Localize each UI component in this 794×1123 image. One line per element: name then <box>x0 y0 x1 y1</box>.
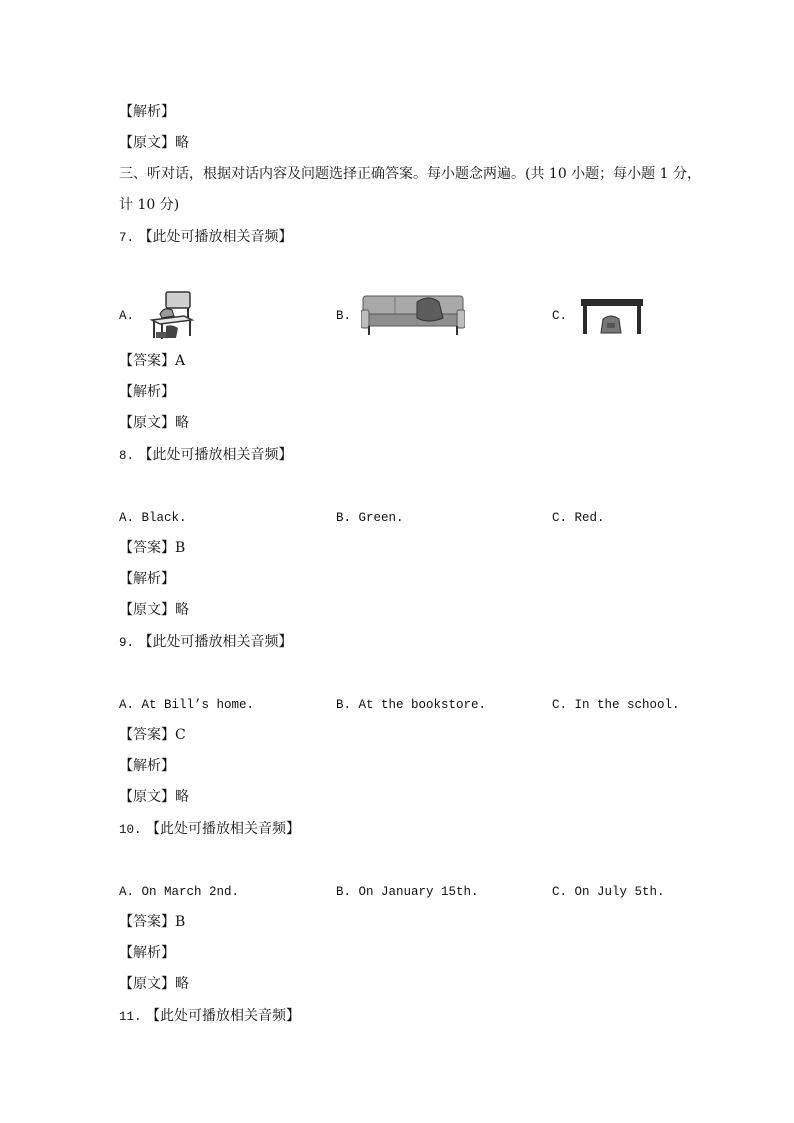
option-c[interactable] <box>552 882 665 902</box>
chair-with-bag-icon <box>146 290 196 340</box>
audio-prompt[interactable]: 【此处可播放相关音频】 <box>138 447 293 463</box>
option-a[interactable] <box>119 882 239 902</box>
question-number: 11. <box>119 1010 142 1024</box>
original-text-label: 【原文】略 <box>119 976 189 992</box>
original-text-label: 【原文】略 <box>119 602 189 618</box>
question-8-header <box>119 445 292 466</box>
option-text: In the school. <box>574 698 680 712</box>
analysis-label: 【解析】 <box>119 104 175 120</box>
option-text: On July 5th. <box>574 885 665 899</box>
option-text: On March 2nd. <box>141 885 240 899</box>
option-text: At Bill’s home. <box>141 698 255 712</box>
audio-prompt[interactable]: 【此处可播放相关音频】 <box>138 229 293 245</box>
audio-prompt[interactable]: 【此处可播放相关音频】 <box>145 821 300 837</box>
option-text: At the bookstore. <box>358 698 487 712</box>
option-letter: C. <box>552 511 568 525</box>
option-c[interactable] <box>552 695 680 715</box>
original-text-label: 【原文】略 <box>119 135 189 151</box>
analysis-label: 【解析】 <box>119 758 175 774</box>
original-text-label: 【原文】略 <box>119 415 189 431</box>
question-9-header <box>119 632 292 653</box>
question-10-header <box>119 819 300 840</box>
option-a[interactable] <box>119 508 187 528</box>
option-letter: B. <box>336 511 352 525</box>
analysis-label: 【解析】 <box>119 384 175 400</box>
answer: 【答案】B <box>119 914 186 930</box>
analysis-label: 【解析】 <box>119 571 175 587</box>
option-letter: A. <box>119 511 135 525</box>
option-letter: C. <box>552 698 568 712</box>
section-title-continued: 计 10 分) <box>119 197 180 213</box>
answer: 【答案】C <box>119 727 186 743</box>
question-11-header <box>119 1006 300 1027</box>
sofa-with-bag-icon <box>361 294 465 336</box>
option-text: Black. <box>141 511 187 525</box>
option-letter: A. <box>119 698 135 712</box>
section-title: 三、听对话，根据对话内容及问题选择正确答案。每小题念两遍。(共 10 小题；每小题 1 分， <box>119 166 701 182</box>
option-text: Red. <box>574 511 605 525</box>
table-with-bag-icon <box>581 297 643 335</box>
option-b[interactable] <box>336 695 486 715</box>
audio-prompt[interactable]: 【此处可播放相关音频】 <box>145 1008 300 1024</box>
option-text: On January 15th. <box>358 885 479 899</box>
analysis-label: 【解析】 <box>119 945 175 961</box>
option-c[interactable] <box>552 508 605 528</box>
question-number: 7. <box>119 231 135 245</box>
option-letter: B. <box>336 698 352 712</box>
option-a[interactable] <box>119 695 254 715</box>
question-7-header <box>119 227 292 248</box>
option-letter: A. <box>119 885 135 899</box>
question-number: 9. <box>119 636 135 650</box>
answer: 【答案】B <box>119 540 186 556</box>
answer: 【答案】A <box>119 353 186 369</box>
option-c-letter[interactable]: C. <box>552 309 568 323</box>
option-b-letter[interactable]: B. <box>336 309 352 323</box>
audio-prompt[interactable]: 【此处可播放相关音频】 <box>138 634 293 650</box>
option-text: Green. <box>358 511 404 525</box>
original-text-label: 【原文】略 <box>119 789 189 805</box>
option-b[interactable] <box>336 508 404 528</box>
question-number: 8. <box>119 449 135 463</box>
option-b[interactable] <box>336 882 479 902</box>
option-a-letter[interactable]: A. <box>119 309 135 323</box>
option-letter: C. <box>552 885 568 899</box>
option-letter: B. <box>336 885 352 899</box>
question-number: 10. <box>119 823 142 837</box>
